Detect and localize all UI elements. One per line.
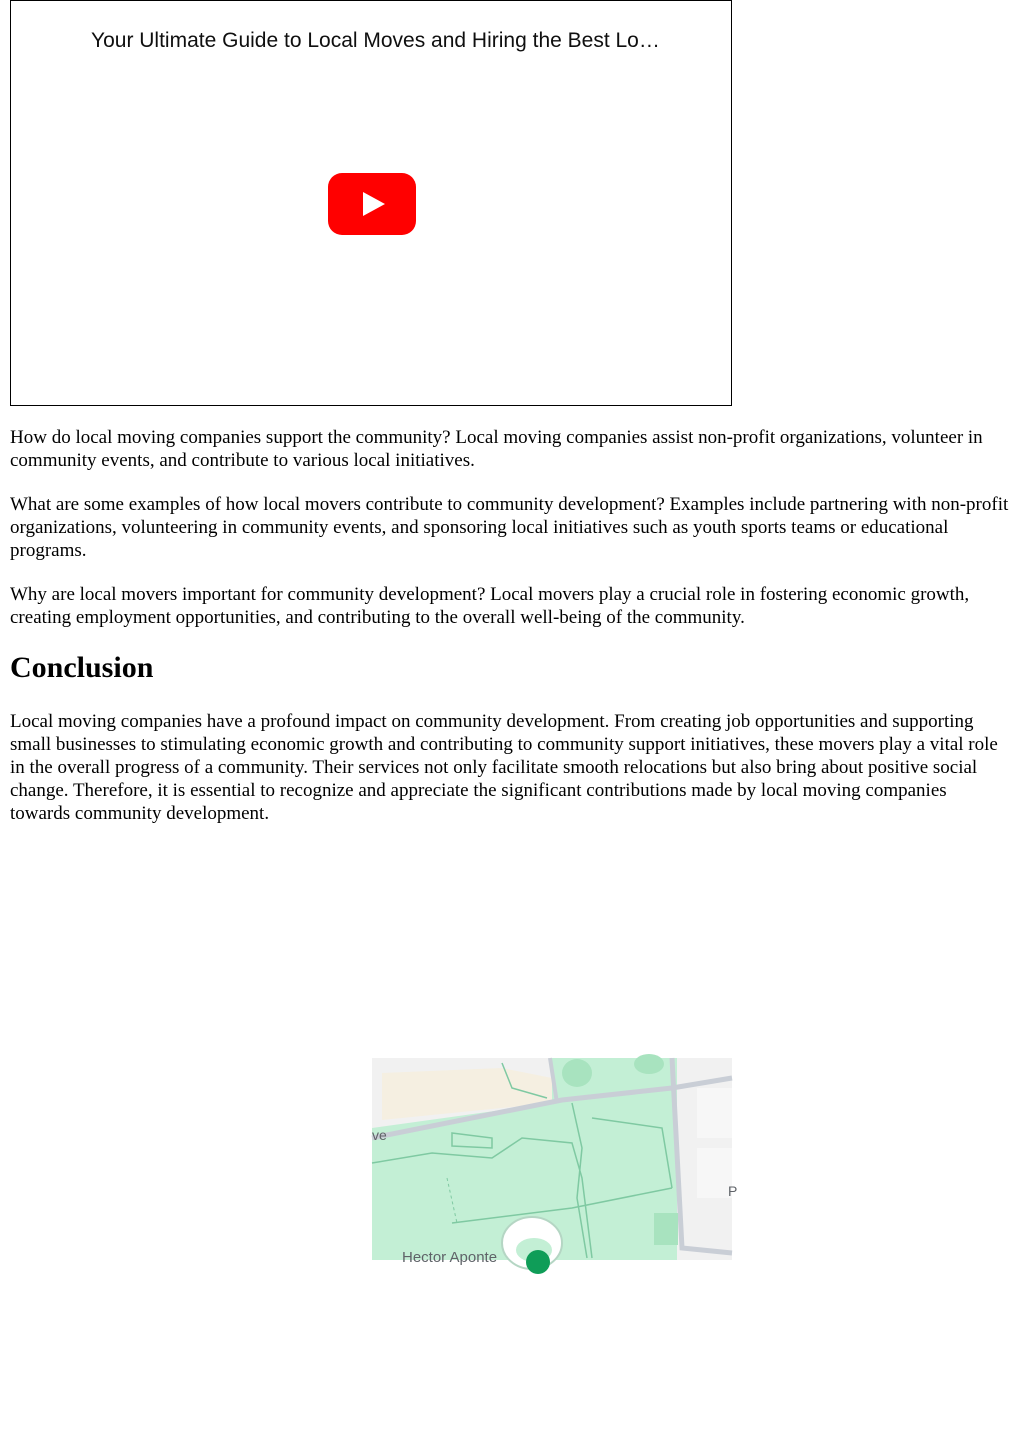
faq-paragraph-1: How do local moving companies support the community? Local moving companies assist non-profit organizations, volunteer in community events, and contribute to various local initiatives. <box>10 427 983 471</box>
map-canvas[interactable] <box>372 1058 738 1266</box>
faq-paragraph-3: Why are local movers important for community development? Local movers play a crucial role in fostering economic growth, creating employment opportunities, and contributing to the overall well-being of the community. <box>10 584 970 628</box>
youtube-play-icon[interactable] <box>328 173 416 235</box>
conclusion-paragraph: Local moving companies have a profound impact on community development. From creating job opportunities and supporting small businesses to stimulating economic growth and contributing to community support initiatives, these movers play a vital role in the overall progress of a community. Their services not only facilitate smooth relocations but also bring about positive social change. Therefore, it is essential to recognize and appreciate the significant contributions made by local moving companies towards community development. <box>10 711 998 824</box>
map-pin-icon[interactable] <box>526 1250 550 1274</box>
faq-paragraph-2: What are some examples of how local movers contribute to community development? Examples include partnering with non-profit organizations, volunteering in community events, and sponsoring local initiatives such as youth sports teams or educational programs. <box>10 494 1009 561</box>
map-street-label-right: P <box>728 1183 738 1199</box>
embedded-map[interactable] <box>372 1058 738 1266</box>
building-block <box>697 1148 732 1198</box>
article-body <box>10 426 1010 846</box>
field-patch <box>654 1213 678 1245</box>
video-title[interactable]: Your Ultimate Guide to Local Moves and Hiring the Best Lo… <box>91 29 660 52</box>
building-block <box>697 1088 732 1138</box>
conclusion-heading: Conclusion <box>10 651 154 684</box>
map-park-label: Hector Aponte <box>402 1249 498 1266</box>
tree-patch <box>634 1054 664 1074</box>
tree-patch <box>562 1059 592 1087</box>
map-street-label: ve <box>372 1127 387 1143</box>
video-embed[interactable] <box>10 0 732 406</box>
